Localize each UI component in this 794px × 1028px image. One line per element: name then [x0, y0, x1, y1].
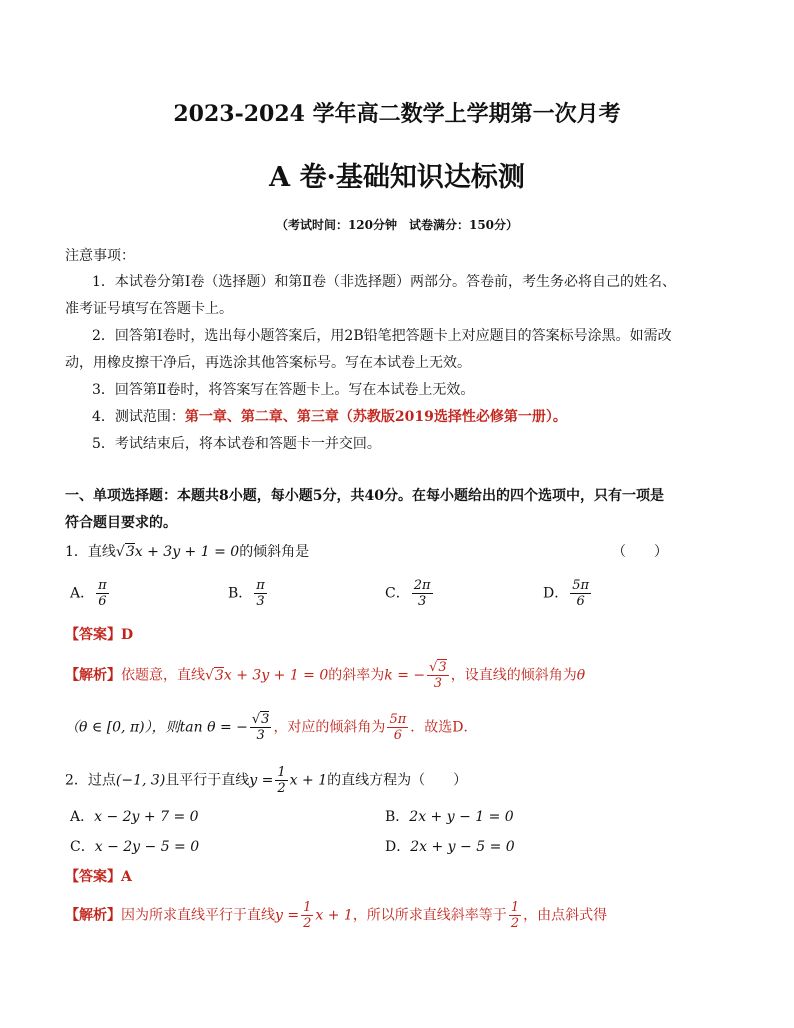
q2-answer-value: A: [121, 869, 132, 885]
test-range: 第一章、第二章、第三章（苏教版2019选择性必修第一册）。: [184, 409, 567, 425]
notes-heading: 注意事项：: [65, 248, 135, 264]
q2-analysis-b: ，所以所求直线斜率等于: [352, 907, 507, 924]
note-item-4: [92, 406, 567, 426]
note-item-3: 3．回答第Ⅱ卷时，将答案写在答题卡上。写在本试卷上无效。: [92, 382, 475, 398]
q2-analysis-label: 【解析】: [65, 907, 121, 924]
section-1-heading-line-1: 一、单项选择题：本题共8小题，每小题5分，共40分。在每小题给出的四个选项中，只有一项是: [65, 488, 664, 504]
q2-x-plus: x + 1: [289, 772, 328, 789]
q2-analysis-y-eq: y =: [275, 907, 300, 924]
note-item-1-line-2: 准考证号填写在答题卡上。: [65, 301, 233, 317]
q1-answer: [65, 624, 133, 644]
q1-analysis-a: 依题意，直线: [121, 667, 205, 684]
q1-analysis-theta: θ: [576, 667, 586, 684]
q1-option-c-label: C．: [385, 585, 410, 602]
q2-option-a-label: A．: [70, 809, 95, 825]
q2-option-b-label: B．: [385, 809, 410, 825]
q1-option-c-num: 2π: [413, 578, 431, 593]
note-item-5: 5．考试结束后，将本试卷和答题卡一并交回。: [92, 436, 381, 452]
q2-option-d: [385, 836, 515, 856]
q1-analysis2-den: 3: [256, 728, 265, 743]
q1-option-a-num: π: [98, 578, 107, 593]
exam-title: 2023-2024 学年高二数学上学期第一次月考: [173, 101, 621, 127]
note-item-1-line-1: 1．本试卷分第Ⅰ卷（选择题）和第Ⅱ卷（非选择题）两部分。答卷前，考生务必将自己的姓名、: [92, 274, 676, 290]
question-1-stem: 1．直线√3x + 3y + 1 = 0的倾斜角是: [65, 544, 310, 560]
q1-sqrt: 3: [125, 544, 135, 560]
q2-analysis-x-plus: x + 1: [315, 907, 353, 924]
q2-analysis-den: 2: [303, 916, 312, 931]
q2-frac-den: 2: [277, 781, 286, 796]
q2-option-a: [70, 806, 199, 826]
q2-mid: 且平行于直线: [165, 772, 250, 789]
q2-analysis-num: 1: [303, 900, 312, 915]
note-item-4-prefix: 4．测试范围：: [92, 409, 185, 425]
q2-answer-label: 【答案】: [65, 869, 121, 885]
q1-option-d-den: 6: [576, 594, 585, 609]
question-2-stem: [65, 765, 467, 796]
q2-analysis-a: 因为所求直线平行于直线: [121, 907, 275, 924]
q1-analysis-c: ，设直线的倾斜角为: [450, 667, 577, 684]
q2-analysis-line-1: [65, 900, 607, 931]
q1-analysis-b: 的斜率为: [328, 667, 385, 684]
q1-analysis2-num: 3: [261, 712, 270, 727]
q2-prefix: 2．过点: [65, 772, 116, 789]
q1-option-c-den: 3: [417, 594, 427, 609]
q2-option-d-label: D．: [385, 839, 411, 855]
q2-suffix: 的直线方程为（ ）: [327, 772, 468, 789]
q1-option-b-den: 3: [256, 594, 265, 609]
q2-option-d-text: 2x + y − 5 = 0: [410, 839, 515, 855]
q2-option-b-text: 2x + y − 1 = 0: [409, 809, 514, 825]
exam-subtitle: A 卷·基础知识达标测: [269, 162, 525, 193]
q1-analysis2-ans-num: 5π: [389, 712, 407, 727]
q1-option-a: [70, 578, 111, 609]
q1-option-b-label: B．: [228, 585, 253, 602]
q1-answer-label: 【答案】: [65, 627, 121, 643]
q2-answer: [65, 866, 132, 886]
q1-prefix: 1．直线: [65, 544, 116, 560]
q1-answer-bracket: （ ）: [612, 544, 668, 560]
q1-option-b-num: π: [256, 578, 265, 593]
q1-analysis-line-2: （θ ∈ [0, π)），则tan θ = − $\frac{√3}{3}$ ，对应的倾斜角为 $\frac{5\pi}{6}$ ．故选D．: [65, 712, 478, 743]
q1-analysis-expr: x + 3y + 1 = 0: [223, 667, 329, 684]
q1-analysis2-ans-den: 6: [393, 728, 402, 743]
note-item-2-line-1: 2．回答第Ⅰ卷时，选出每小题答案后，用2B铅笔把答题卡上对应题目的答案标号涂黑。如需改: [92, 328, 672, 344]
q2-option-a-text: x − 2y + 7 = 0: [94, 809, 199, 825]
q1-analysis-label: 【解析】: [65, 667, 121, 684]
q1-answer-value: D: [121, 627, 134, 643]
q2-y-eq: y =: [249, 772, 274, 789]
q1-expr: x + 3y + 1 = 0: [134, 544, 240, 560]
q2-analysis-slope-num: 1: [510, 900, 520, 915]
q1-option-d-label: D．: [543, 585, 569, 602]
q1-option-c: [385, 578, 435, 609]
q1-analysis2-tan: tan θ = −: [179, 719, 248, 736]
q2-option-c-label: C．: [70, 839, 95, 855]
q1-analysis-k-den: 3: [433, 676, 443, 691]
q2-frac-num: 1: [277, 765, 286, 780]
q1-option-d: [543, 578, 593, 609]
q2-analysis-c: ，由点斜式得: [523, 907, 608, 924]
q1-option-a-label: A．: [70, 585, 95, 602]
q1-option-a-den: 6: [98, 594, 107, 609]
q2-option-c: [70, 836, 199, 856]
q1-analysis2-c: ．故选D．: [410, 719, 478, 736]
q2-analysis-slope-den: 2: [510, 916, 520, 931]
q1-analysis2-range: （θ ∈ [0, π)），则: [65, 719, 180, 736]
q1-analysis-k: k = −: [384, 667, 426, 684]
q1-analysis-k-num: 3: [438, 660, 447, 675]
q1-analysis-line-1: 【解析】依题意，直线√3x + 3y + 1 = 0的斜率为k = − $\frac{√3}{3}$ ，设直线的倾斜角为θ: [65, 660, 586, 691]
q1-option-b: [228, 578, 269, 609]
q1-option-d-num: 5π: [572, 578, 590, 593]
q1-suffix: 的倾斜角是: [239, 544, 310, 560]
q2-option-b: [385, 806, 514, 826]
q1-analysis-sqrt: 3: [214, 667, 224, 684]
q1-analysis2-b: ，对应的倾斜角为: [273, 719, 386, 736]
note-item-2-line-2: 动，用橡皮擦干净后，再选涂其他答案标号。写在本试卷上无效。: [65, 355, 471, 371]
section-1-heading-line-2: 符合题目要求的。: [65, 515, 177, 531]
exam-info: （考试时间：120分钟 试卷满分：150分）: [275, 218, 519, 232]
q2-point: (−1, 3): [115, 772, 166, 789]
q2-option-c-text: x − 2y − 5 = 0: [94, 839, 200, 855]
